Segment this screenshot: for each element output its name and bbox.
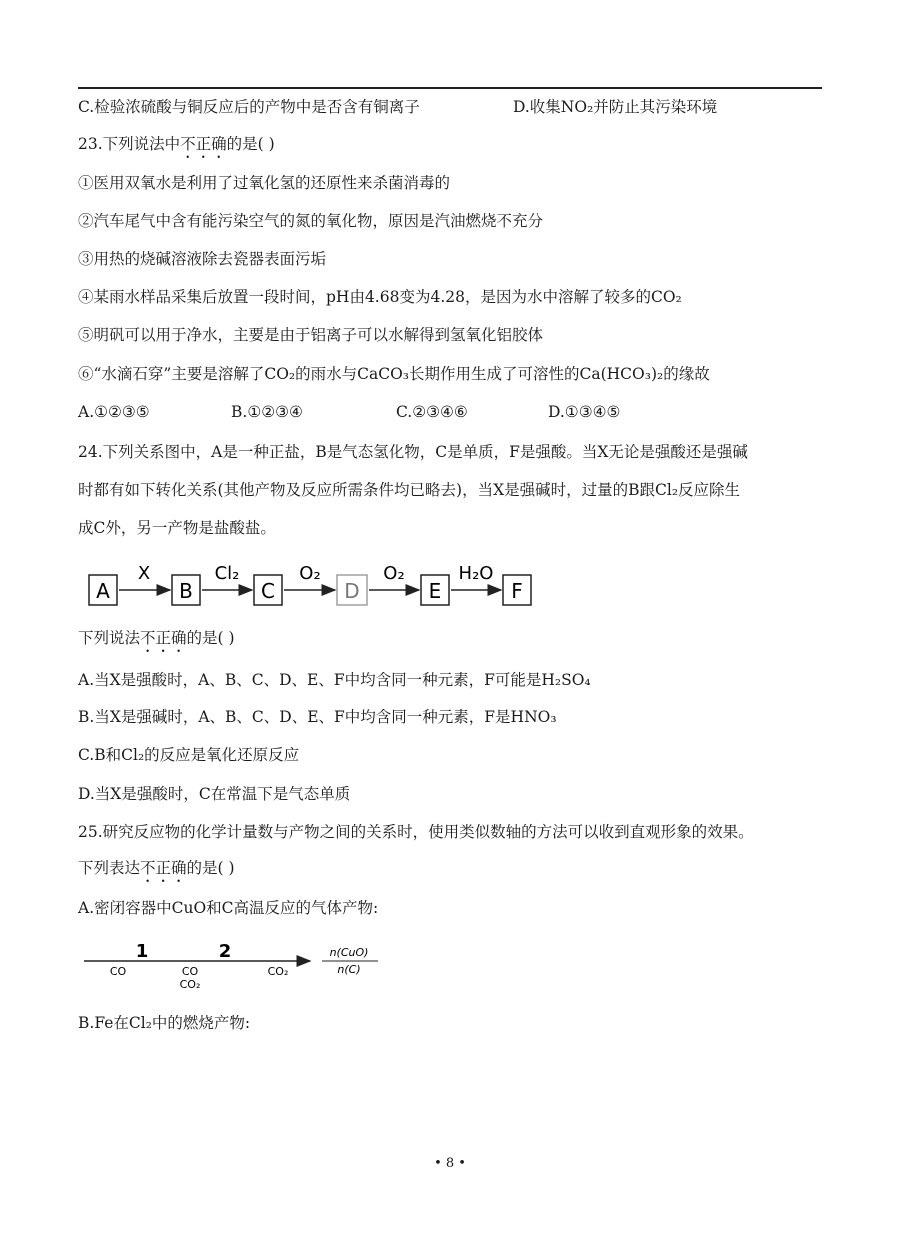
q25-stem-line-1: 25.研究反应物的化学计量数与产物之间的关系时，使用类似数轴的方法可以收到直观形象的效果。 bbox=[78, 823, 754, 841]
q23-option-a: A.①②③⑤ bbox=[78, 403, 150, 421]
q23-item-6: ⑥“水滴石穿”主要是溶解了CO₂的雨水与CaCO₃长期作用生成了可溶性的Ca(HCO₃)₂的缘故 bbox=[78, 365, 710, 383]
arrow-cl2-label: Cl₂ bbox=[214, 563, 240, 584]
box-a bbox=[89, 575, 117, 605]
arrow-o2-first-label: O₂ bbox=[299, 563, 321, 584]
q24-stem-line-1: 24.下列关系图中，A是一种正盐，B是气态氢化物，C是单质，F是强酸。当X无论是强酸还是强碱 bbox=[78, 443, 748, 461]
q23-item-2: ②汽车尾气中含有能污染空气的氮的氧化物，原因是汽油燃烧不充分 bbox=[78, 212, 544, 230]
q24-option-a: A.当X是强酸时，A、B、C、D、E、F中均含同一种元素，F可能是H₂SO₄ bbox=[78, 671, 591, 689]
q23-option-d: D.①③④⑤ bbox=[548, 403, 621, 421]
prev-options-row bbox=[78, 97, 718, 117]
svg-text:A: A bbox=[96, 579, 110, 603]
q25-stem-line-2: 下列表达不正确的是( ) bbox=[78, 859, 235, 877]
arrow-o2-second-label: O₂ bbox=[383, 563, 405, 584]
q23-stem: 23.下列说法中不正确的是( ) bbox=[78, 135, 275, 153]
q25-emphasis: 不正确 bbox=[140, 859, 187, 877]
q23-emphasis: 不正确 bbox=[180, 135, 227, 153]
page-number: • 8 • bbox=[434, 1156, 466, 1171]
axis-segment-1: CO bbox=[109, 965, 127, 978]
box-f bbox=[503, 575, 531, 605]
axis-ratio-denominator: n(C) bbox=[337, 963, 361, 976]
svg-text:E: E bbox=[428, 579, 442, 603]
q23-option-b: B.①②③④ bbox=[231, 403, 303, 421]
q23-item-5: ⑤明矾可以用于净水，主要是由于铝离子可以水解得到氢氧化铝胶体 bbox=[78, 326, 544, 344]
q23-option-c: C.②③④⑥ bbox=[396, 403, 468, 421]
q23-item-3: ③用热的烧碱溶液除去瓷器表面污垢 bbox=[78, 250, 327, 268]
axis-segment-2-top: CO bbox=[181, 965, 199, 978]
svg-text:C: C bbox=[261, 579, 275, 603]
svg-text:F: F bbox=[511, 579, 523, 603]
box-b bbox=[172, 575, 200, 605]
axis-segment-3: CO₂ bbox=[267, 965, 289, 978]
q24-emphasis: 不正确 bbox=[140, 629, 187, 647]
q24-option-d: D.当X是强酸时，C在常温下是气态单质 bbox=[78, 785, 351, 803]
q24-option-c: C.B和Cl₂的反应是氧化还原反应 bbox=[78, 746, 300, 764]
q24-stem-line-2: 时都有如下转化关系(其他产物及反应所需条件均已略去)，当X是强碱时，过量的B跟Cl₂反应除生 bbox=[78, 481, 741, 499]
prev-option-d: D.收集NO₂并防止其污染环境 bbox=[513, 98, 718, 116]
box-e bbox=[421, 575, 449, 605]
axis-ratio-numerator: n(CuO) bbox=[329, 946, 369, 959]
box-d bbox=[337, 575, 367, 605]
svg-text:D: D bbox=[344, 579, 360, 603]
arrow-h2o-label: H₂O bbox=[458, 563, 494, 584]
header-rule bbox=[78, 87, 822, 89]
axis-segment-2-bottom: CO₂ bbox=[179, 978, 201, 991]
q24-conversion-diagram bbox=[80, 555, 550, 615]
q25-option-b: B.Fe在Cl₂中的燃烧产物: bbox=[78, 1014, 251, 1032]
q24-ask: 下列说法不正确的是( ) bbox=[78, 629, 235, 647]
q25-number-axis bbox=[82, 935, 392, 993]
arrow-x-label: X bbox=[137, 563, 151, 584]
q24-stem-line-3: 成C外，另一产物是盐酸盐。 bbox=[78, 519, 276, 537]
prev-option-c: C.检验浓硫酸与铜反应后的产物中是否含有铜离子 bbox=[78, 98, 420, 116]
axis-tick-2: 2 bbox=[218, 941, 232, 962]
svg-text:B: B bbox=[179, 579, 193, 603]
q25-option-a: A.密闭容器中CuO和C高温反应的气体产物: bbox=[78, 899, 379, 917]
q24-option-b: B.当X是强碱时，A、B、C、D、E、F中均含同一种元素，F是HNO₃ bbox=[78, 708, 557, 726]
q23-item-1: ①医用双氧水是利用了过氧化氢的还原性来杀菌消毒的 bbox=[78, 174, 451, 192]
box-c bbox=[254, 575, 282, 605]
axis-tick-1: 1 bbox=[135, 941, 149, 962]
q23-item-4: ④某雨水样品采集后放置一段时间，pH由4.68变为4.28，是因为水中溶解了较多的CO₂ bbox=[78, 288, 682, 306]
